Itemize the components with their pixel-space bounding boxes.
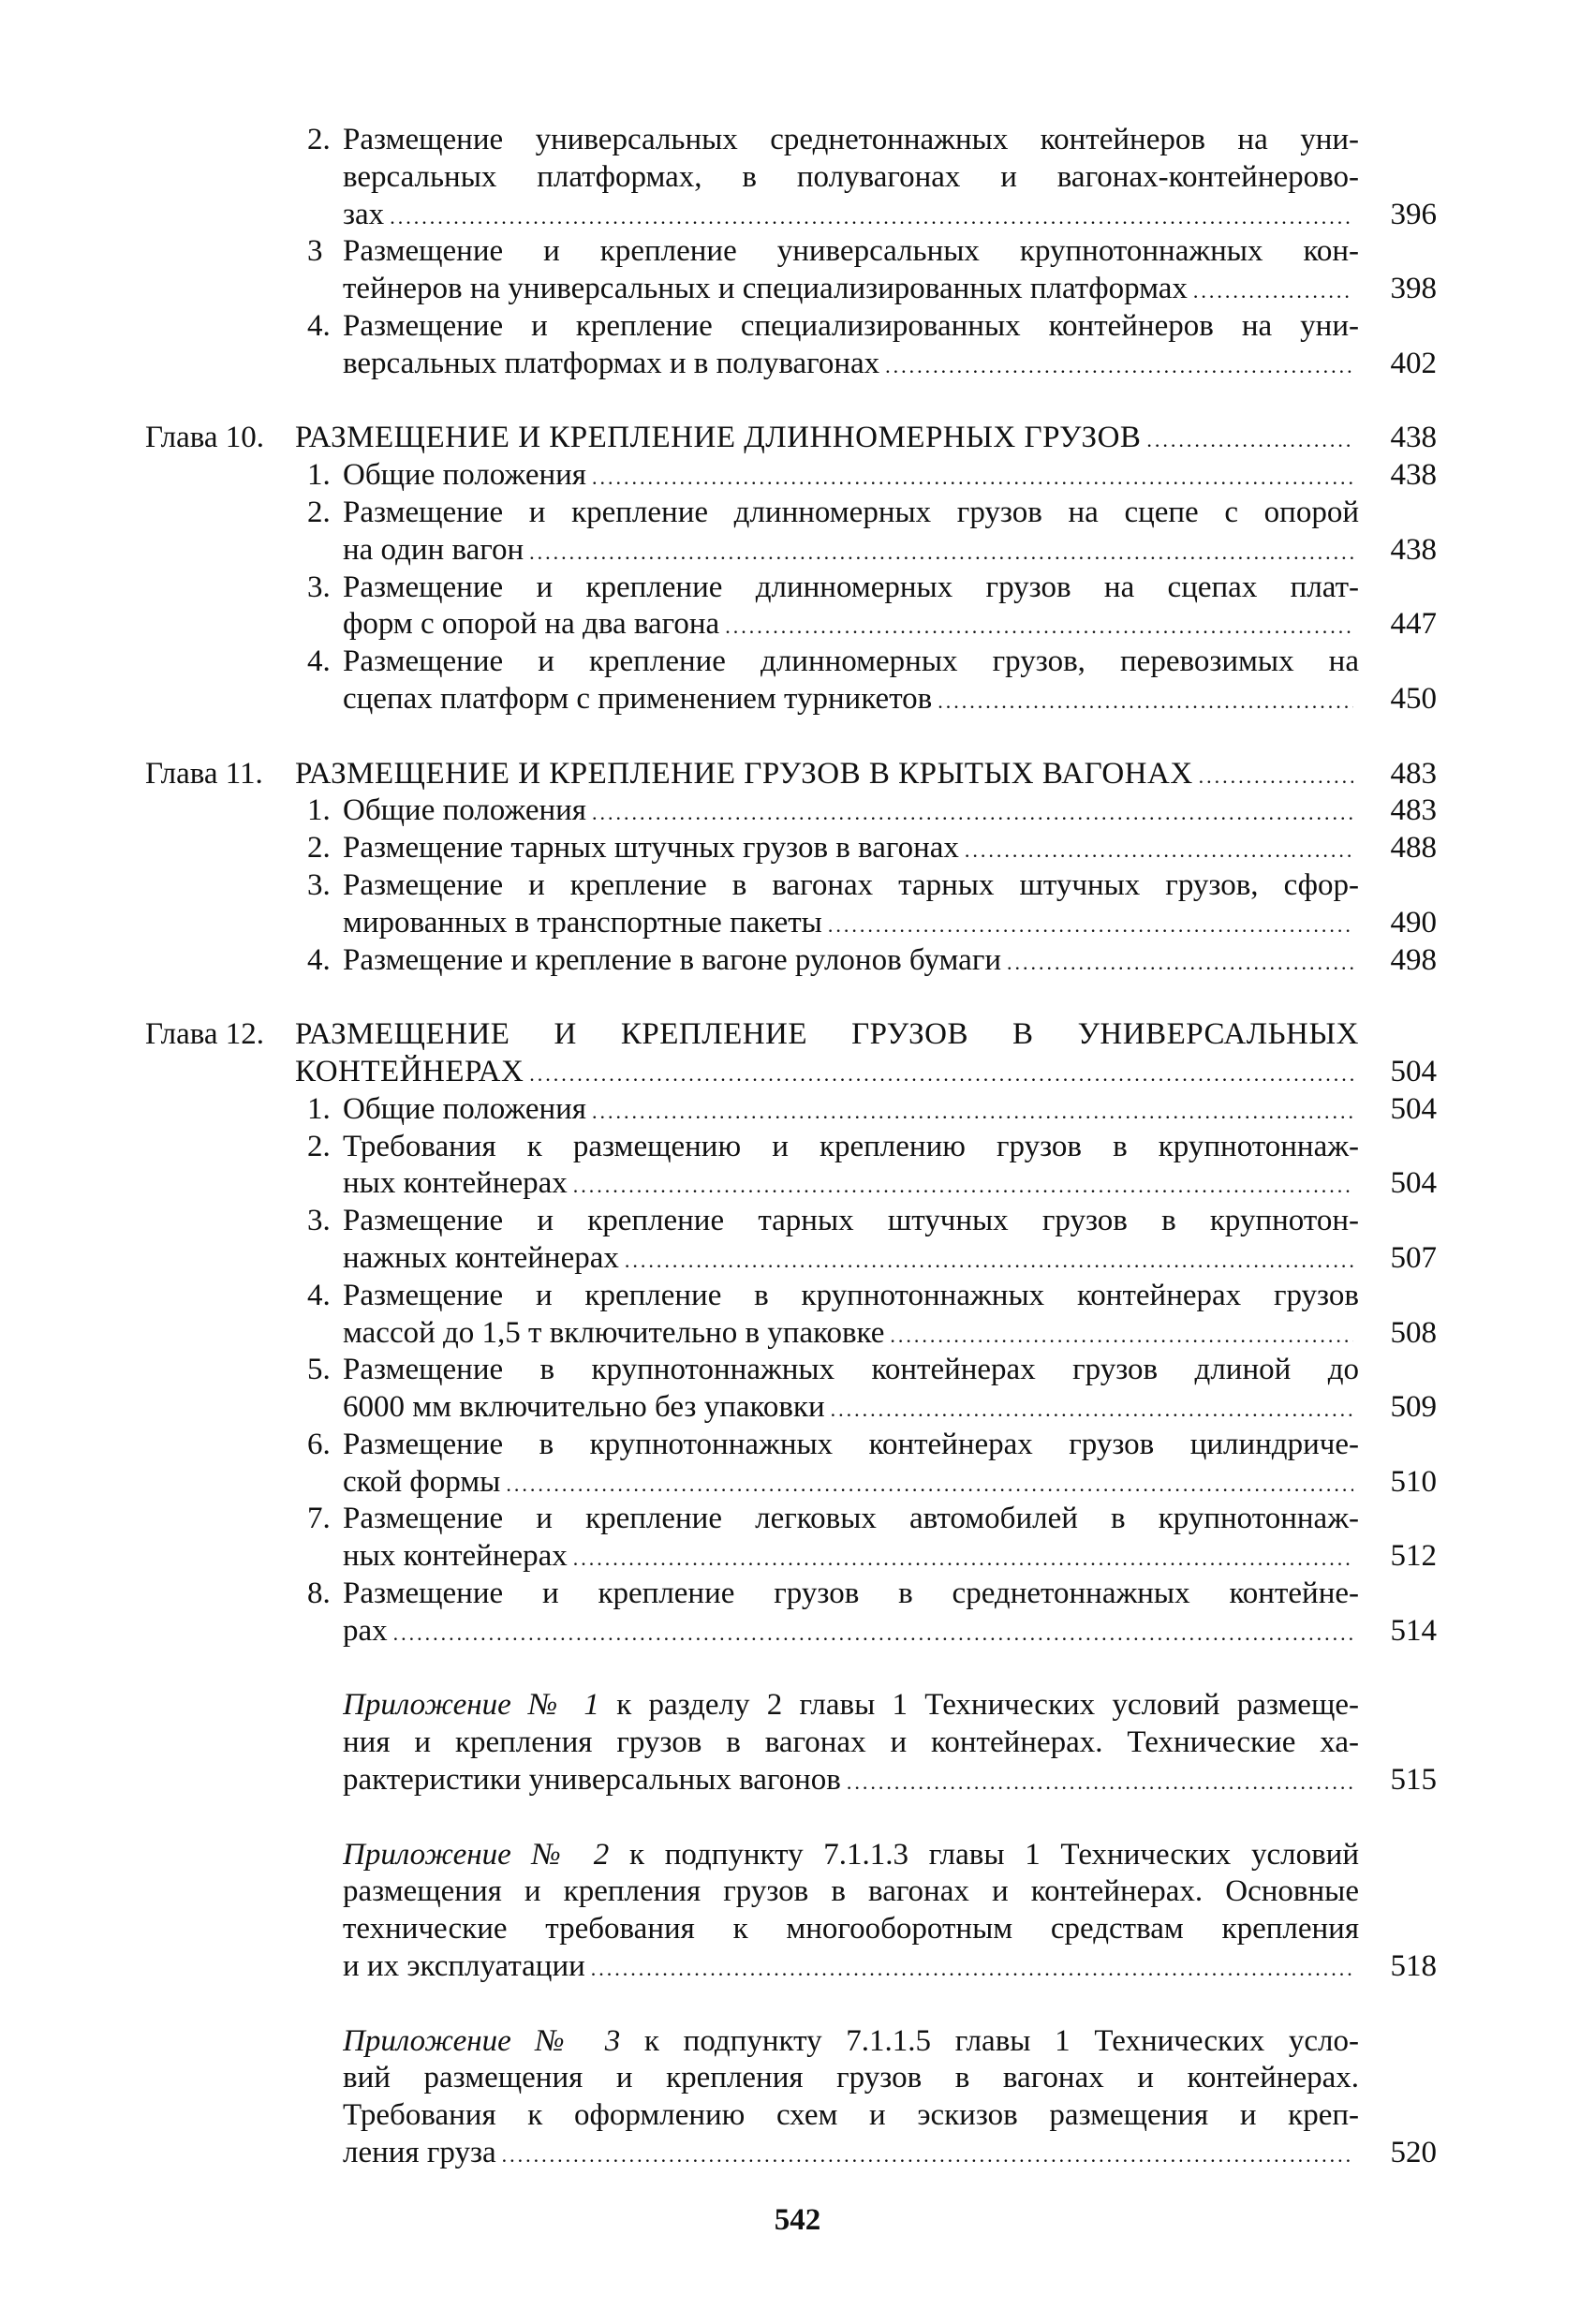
dot-leader <box>828 907 1353 944</box>
page-ref: 515 <box>1390 1763 1437 1798</box>
appendix-label: Приложение № 3 <box>343 2023 621 2058</box>
toc-item <box>0 457 1595 495</box>
entry-last-line <box>343 346 1359 385</box>
entry-text: тейнеров на универсальных и специализированных платформах <box>343 272 1188 306</box>
dot-leader <box>938 683 1353 720</box>
dot-leader <box>1146 422 1353 459</box>
entry-last-line <box>343 1762 1359 1801</box>
entry-last-line <box>343 271 1359 310</box>
toc-line <box>307 1427 1359 1464</box>
page-ref: 447 <box>1390 607 1437 642</box>
dot-leader <box>573 1167 1353 1205</box>
item-number: 3 <box>307 234 323 269</box>
toc-item <box>0 233 1595 308</box>
entry-text: Размещение в крупнотоннажных контейнерах грузов длиной до <box>343 1353 1359 1387</box>
item-number: 2. <box>307 831 331 866</box>
entry-text: Размещение и крепление универсальных крупнотоннажных кон- <box>343 234 1359 269</box>
item-number: 4. <box>307 942 331 977</box>
toc-appendix <box>0 1687 1595 1799</box>
page-ref: 483 <box>1390 756 1437 791</box>
blank-line <box>0 979 1595 1016</box>
page-ref: 520 <box>1390 2136 1437 2170</box>
entry-last-line <box>295 420 1359 459</box>
dot-leader <box>885 348 1353 385</box>
entry-text: Размещение в крупнотоннажных контейнерах грузов цилиндриче- <box>343 1427 1359 1461</box>
toc-item <box>0 1501 1595 1576</box>
toc-line <box>343 2097 1359 2135</box>
entry-last-line <box>343 606 1359 645</box>
dot-leader <box>393 1615 1353 1652</box>
dot-leader <box>965 832 1353 869</box>
page-ref: 504 <box>1390 1054 1437 1088</box>
toc-line <box>307 308 1359 346</box>
toc-line <box>307 570 1359 607</box>
item-number: 4. <box>307 644 331 679</box>
entry-text: Общие положения <box>343 793 586 828</box>
entry-last-line <box>343 905 1359 944</box>
blank-line <box>0 718 1595 756</box>
toc-item <box>0 1203 1595 1278</box>
entry-text: Размещение и крепление специализированных контейнеров на уни- <box>343 308 1359 343</box>
entry-text: Требования к оформлению схем и эскизов размещения и креп- <box>343 2098 1359 2133</box>
toc-line <box>343 1724 1359 1762</box>
entry-text: Размещение и крепление длинномерных грузов на сцепе с опорой <box>343 495 1359 529</box>
page-ref: 438 <box>1390 421 1437 455</box>
entry-text: Размещение и крепление длинномерных грузов, перевозимых на <box>343 644 1359 679</box>
toc-item <box>0 495 1595 570</box>
entry-text: Размещение универсальных среднетоннажных контейнеров на уни- <box>343 123 1359 156</box>
dot-leader <box>1199 758 1353 795</box>
entry-text: Размещение и крепление грузов в среднетоннажных контейне- <box>343 1576 1359 1611</box>
toc-item <box>0 1352 1595 1427</box>
entry-last-line <box>343 1948 1359 1988</box>
entry-text: форм с опорой на два вагона <box>343 607 720 642</box>
page-ref: 398 <box>1390 272 1437 306</box>
entry-last-line <box>295 756 1359 795</box>
item-number: 1. <box>307 458 331 493</box>
entry-text: ных контейнерах <box>343 1166 568 1201</box>
entry-text: ления груза <box>343 2136 496 2170</box>
dot-leader <box>591 1950 1353 1988</box>
item-number: 2. <box>307 495 331 529</box>
toc-appendix <box>0 1837 1595 1986</box>
blank-line <box>0 1986 1595 2023</box>
toc-line <box>343 1837 1359 1874</box>
dot-leader <box>831 1391 1353 1428</box>
item-number: 3. <box>307 1204 331 1238</box>
toc-line <box>307 1278 1359 1315</box>
item-number: 3. <box>307 867 331 902</box>
toc-line <box>307 1352 1359 1389</box>
entry-last-line <box>343 1091 1359 1131</box>
blank-line <box>0 383 1595 421</box>
entry-text: Размещение и крепление тарных штучных грузов в крупнотон- <box>343 1204 1359 1238</box>
toc-line <box>307 1091 1437 1129</box>
entry-text: размещения и крепления грузов в вагонах и контейнерах. Основные <box>343 1874 1359 1909</box>
toc-line <box>343 1464 1437 1502</box>
entry-text: Общие положения <box>343 1091 586 1126</box>
page-ref: 504 <box>1390 1166 1437 1201</box>
toc-line <box>307 867 1359 905</box>
entry-last-line <box>343 830 1359 869</box>
toc-line <box>145 756 1437 793</box>
toc-item <box>0 867 1595 942</box>
entry-text: Размещение тарных штучных грузов в вагонах <box>343 831 959 866</box>
toc-line <box>307 122 1359 159</box>
entry-last-line <box>343 1613 1359 1652</box>
entry-text <box>343 1687 1359 1724</box>
toc-line <box>343 1240 1437 1278</box>
dot-leader <box>1007 944 1353 982</box>
entry-last-line <box>343 792 1359 832</box>
toc-line <box>307 457 1437 495</box>
entry-text: Размещение и крепление легковых автомобилей в крупнотоннаж- <box>343 1502 1359 1536</box>
page-ref: 483 <box>1390 793 1437 828</box>
chapter-number: Глава 12. <box>145 1017 265 1052</box>
toc-item <box>0 1576 1595 1650</box>
toc-line <box>343 271 1437 308</box>
page-ref: 438 <box>1390 458 1437 493</box>
dot-leader <box>592 794 1353 832</box>
entry-text: версальных платформах и в полувагонах <box>343 346 880 380</box>
entry-text: Размещение и крепление в крупнотоннажных контейнерах грузов <box>343 1278 1359 1312</box>
toc-line <box>307 495 1359 532</box>
dot-leader <box>890 1317 1353 1354</box>
toc-line <box>307 1576 1359 1613</box>
entry-last-line <box>343 1315 1359 1354</box>
toc-line <box>343 197 1437 234</box>
toc-line <box>295 1054 1437 1091</box>
page-ref: 507 <box>1390 1240 1437 1275</box>
chapter-number: Глава 11. <box>145 756 263 791</box>
toc-line <box>343 1613 1437 1650</box>
dot-leader <box>592 1093 1353 1131</box>
entry-last-line <box>343 532 1359 571</box>
toc-line <box>343 346 1437 383</box>
dot-leader <box>592 459 1353 496</box>
item-number: 1. <box>307 1091 331 1126</box>
entry-text: рах <box>343 1613 388 1648</box>
toc-line <box>307 1129 1359 1166</box>
toc-line <box>343 1873 1359 1911</box>
entry-text <box>343 2023 1359 2061</box>
entry-text: сцепах платформ с применением турникетов <box>343 681 933 716</box>
page-ref: 508 <box>1390 1315 1437 1350</box>
toc-line <box>343 681 1437 718</box>
entry-last-line <box>343 681 1359 720</box>
entry-last-line <box>343 1464 1359 1503</box>
item-number: 5. <box>307 1353 331 1387</box>
entry-text: Размещение и крепление длинномерных грузов на сцепах плат- <box>343 570 1359 604</box>
toc-line <box>343 532 1437 570</box>
toc-chapter <box>0 756 1595 793</box>
toc-chapter <box>0 420 1595 457</box>
dot-leader <box>390 199 1353 236</box>
toc-line <box>343 1538 1437 1576</box>
entry-text: технические требования к многооборотным средствам крепления <box>343 1912 1359 1947</box>
entry-last-line <box>295 1054 1359 1093</box>
table-of-contents <box>0 122 1595 2172</box>
entry-text: Размещение и крепление в вагонах тарных штучных грузов, сфор- <box>343 867 1359 902</box>
toc-line <box>307 830 1437 867</box>
entry-text: ской формы <box>343 1464 501 1499</box>
entry-last-line <box>343 457 1359 496</box>
toc-item <box>0 830 1595 867</box>
entry-text: ных контейнерах <box>343 1539 568 1574</box>
toc-line <box>145 420 1437 457</box>
entry-text: ния и крепления грузов в вагонах и контейнерах. Технические ха- <box>343 1725 1359 1760</box>
dot-leader <box>506 1466 1353 1503</box>
dot-leader <box>625 1242 1353 1280</box>
toc-line <box>307 644 1359 681</box>
dot-leader <box>573 1540 1353 1577</box>
toc-item <box>0 122 1595 233</box>
toc-line <box>343 1948 1437 1986</box>
entry-text: и их эксплуатации <box>343 1949 585 1984</box>
entry-last-line <box>343 197 1359 236</box>
appendix-label: Приложение № 2 <box>343 1837 610 1872</box>
toc-item <box>0 308 1595 383</box>
toc-line <box>343 1911 1359 1948</box>
toc-line <box>343 1165 1437 1203</box>
entry-text <box>343 1837 1359 1874</box>
dot-leader <box>1193 273 1353 310</box>
toc-item <box>0 570 1595 644</box>
entry-text: к разделу 2 главы 1 Технических условий размеще- <box>598 1688 1359 1723</box>
entry-text: рактеристики универсальных вагонов <box>343 1763 841 1798</box>
toc-appendix <box>0 2023 1595 2172</box>
appendix-label: Приложение № 1 <box>343 1688 599 1723</box>
page-ref: 504 <box>1390 1091 1437 1126</box>
page-ref: 402 <box>1390 346 1437 380</box>
dot-leader <box>502 2137 1353 2174</box>
dot-leader <box>847 1764 1353 1801</box>
entry-text: зах <box>343 197 385 231</box>
entry-text: КОНТЕЙНЕРАХ <box>295 1054 524 1088</box>
page-number: 542 <box>774 2203 821 2237</box>
toc-item <box>0 644 1595 718</box>
page-ref: 518 <box>1390 1949 1437 1984</box>
item-number: 8. <box>307 1576 331 1611</box>
page-ref: 509 <box>1390 1390 1437 1425</box>
entry-text: Общие положения <box>343 458 586 493</box>
toc-line <box>343 1762 1437 1799</box>
page-ref: 396 <box>1390 197 1437 231</box>
item-number: 7. <box>307 1502 331 1536</box>
page-ref: 512 <box>1390 1539 1437 1574</box>
toc-line <box>343 2023 1359 2061</box>
blank-line <box>0 1650 1595 1688</box>
toc-line <box>307 942 1437 980</box>
toc-line <box>343 2060 1359 2097</box>
dot-leader <box>529 1056 1353 1093</box>
page-ref: 498 <box>1390 942 1437 977</box>
toc-item <box>0 1091 1595 1129</box>
entry-text: РАЗМЕЩЕНИЕ И КРЕПЛЕНИЕ ГРУЗОВ В УНИВЕРСАЛЬНЫХ <box>295 1017 1359 1052</box>
page-ref: 490 <box>1390 905 1437 940</box>
entry-last-line <box>343 1538 1359 1577</box>
item-number: 2. <box>307 123 331 156</box>
toc-item <box>0 942 1595 980</box>
toc-line <box>343 1389 1437 1427</box>
entry-last-line <box>343 2135 1359 2174</box>
page-ref: 514 <box>1390 1613 1437 1648</box>
dot-leader <box>529 534 1353 571</box>
entry-last-line <box>343 942 1359 982</box>
entry-text: 6000 мм включительно без упаковки <box>343 1390 825 1425</box>
toc-line <box>343 905 1437 942</box>
entry-text: мированных в транспортные пакеты <box>343 905 822 940</box>
toc-item <box>0 1278 1595 1353</box>
page-ref: 488 <box>1390 831 1437 866</box>
entry-text: Требования к размещению и креплению грузов в крупнотоннаж- <box>343 1129 1359 1163</box>
toc-chapter <box>0 1016 1595 1091</box>
item-number: 2. <box>307 1129 331 1163</box>
entry-last-line <box>343 1389 1359 1428</box>
entry-text: на один вагон <box>343 532 524 567</box>
toc-line <box>145 1016 1359 1054</box>
toc-item <box>0 1427 1595 1502</box>
item-number: 6. <box>307 1427 331 1461</box>
entry-text: Размещение и крепление в вагоне рулонов бумаги <box>343 942 1002 977</box>
toc-line <box>343 1687 1359 1724</box>
item-number: 4. <box>307 308 331 343</box>
entry-text: РАЗМЕЩЕНИЕ И КРЕПЛЕНИЕ ДЛИННОМЕРНЫХ ГРУЗОВ <box>295 421 1142 455</box>
entry-text: версальных платформах, в полувагонах и вагонах-контейнерово- <box>343 159 1359 194</box>
toc-line <box>307 792 1437 830</box>
entry-text: к подпункту 7.1.1.3 главы 1 Технических условий <box>609 1837 1359 1872</box>
toc-line <box>343 159 1359 197</box>
entry-last-line <box>343 1240 1359 1280</box>
entry-text: вий размещения и крепления грузов в вагонах и контейнерах. <box>343 2061 1359 2095</box>
blank-line <box>0 1799 1595 1837</box>
page-ref: 438 <box>1390 532 1437 567</box>
toc-item <box>0 792 1595 830</box>
toc-line <box>343 1315 1437 1353</box>
item-number: 4. <box>307 1278 331 1312</box>
entry-text: РАЗМЕЩЕНИЕ И КРЕПЛЕНИЕ ГРУЗОВ В КРЫТЫХ ВАГОНАХ <box>295 756 1193 791</box>
toc-line <box>343 606 1437 644</box>
item-number: 3. <box>307 570 331 604</box>
toc-line <box>307 1501 1359 1538</box>
page-ref: 510 <box>1390 1464 1437 1499</box>
toc-line <box>307 1203 1359 1240</box>
entry-last-line <box>343 1165 1359 1205</box>
entry-text: к подпункту 7.1.1.5 главы 1 Технических усло- <box>620 2023 1359 2058</box>
toc-line <box>307 233 1359 271</box>
dot-leader <box>725 608 1353 645</box>
entry-text: массой до 1,5 т включительно в упаковке <box>343 1315 885 1350</box>
toc-line <box>343 2135 1437 2172</box>
item-number: 1. <box>307 793 331 828</box>
entry-text: нажных контейнерах <box>343 1240 619 1275</box>
page-ref: 450 <box>1390 681 1437 716</box>
chapter-number: Глава 10. <box>145 421 265 455</box>
toc-item <box>0 1129 1595 1204</box>
